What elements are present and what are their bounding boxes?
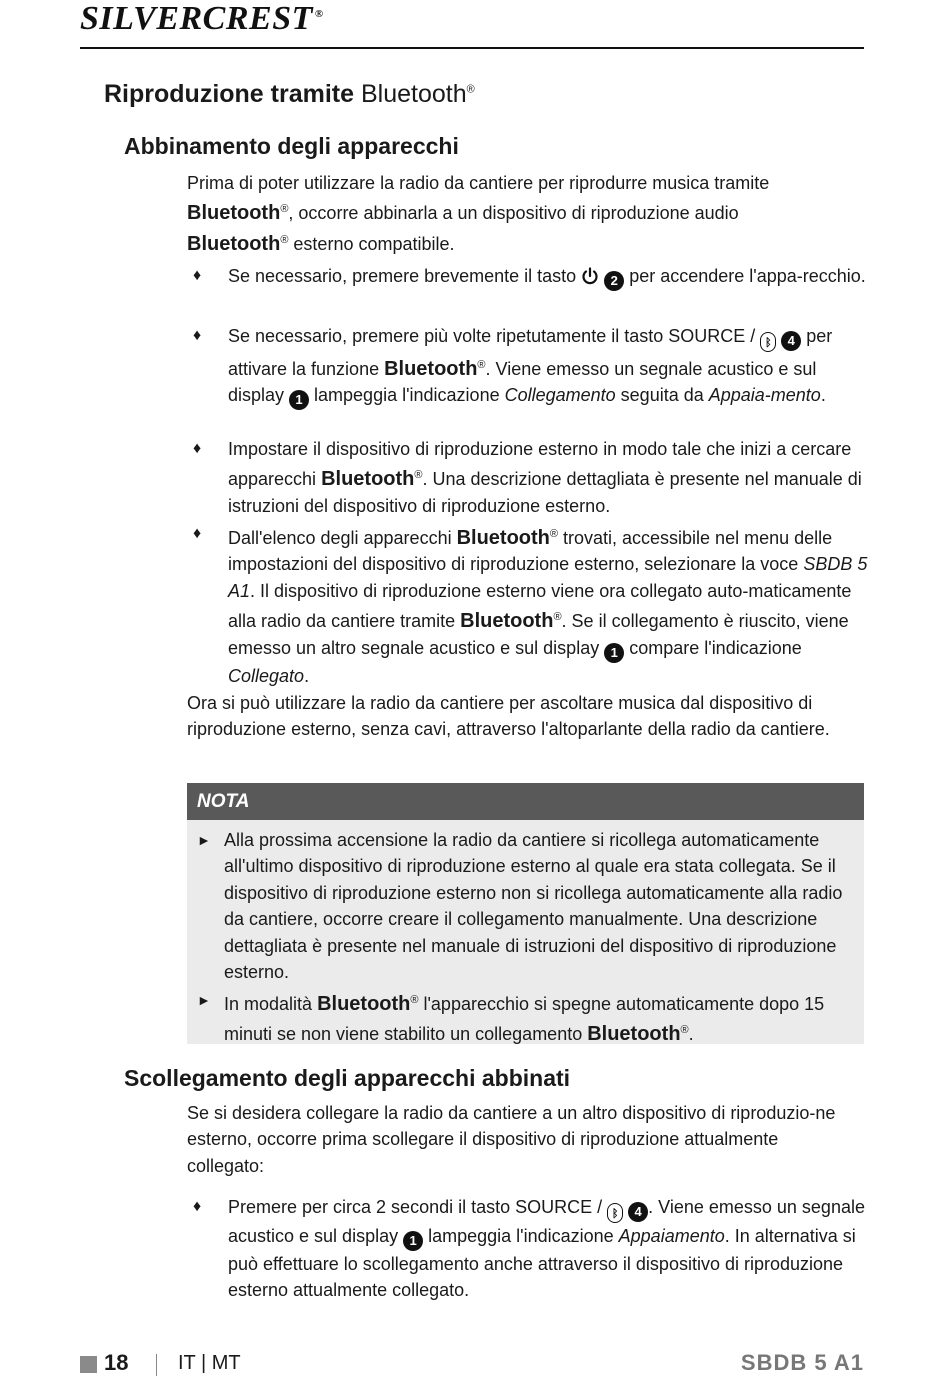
circled-number-icon: 4 <box>628 1202 648 1222</box>
arrow-bullet-icon: ► <box>197 992 211 1008</box>
section-heading-pairing: Abbinamento degli apparecchi <box>124 133 459 159</box>
section2-intro: Se si desidera collegare la radio da cantiere a un altro dispositivo di riproduzio-ne esterno, occorre prima scollegare il dispositivo di riproduzione attualmente collegato: <box>187 1103 836 1176</box>
step-4-text: Dall'elenco degli apparecchi Bluetooth® trovati, accessibile nel menu delle impostazioni del dispositivo di riproduzione esterno, selezionare la voce SBDB 5 A1. Il dispositivo di riproduzione esterno viene ora collegato auto-maticamente alla radio da cantiere tramite Bluetooth®. Se il collegamento è riuscito, viene emesso un altro segnale acustico e sul display 1 compare l'indicazione Collegato. <box>228 527 868 686</box>
circled-number-icon: 4 <box>781 331 801 351</box>
brand-name: SILVERCREST <box>80 0 313 37</box>
step-2-text: Se necessario, premere più volte ripetutamente il tasto SOURCE / ᛒ 4 per attivare la funzione Bluetooth®. Viene emesso un segnale acustico e sul display 1 lampeggia l'indicazione Collegamento seguita da Appaia-mento. <box>228 323 873 410</box>
diamond-bullet-icon: ♦ <box>193 440 202 457</box>
brand-reg-mark: ® <box>314 8 324 20</box>
title-text: Riproduzione tramite <box>104 80 361 108</box>
diamond-bullet-icon: ♦ <box>193 267 202 284</box>
step-1-text: Se necessario, premere brevemente il tasto 2 per accendere l'appa-recchio. <box>228 263 873 291</box>
note-box <box>187 783 864 1044</box>
diamond-bullet-icon: ♦ <box>193 327 202 344</box>
note-item-1-text: Alla prossima accensione la radio da cantiere si ricollega automaticamente all'ultimo dispositivo di riproduzione esterno al quale era stata collegata. Se il dispositivo di riproduzione esterno non si ricollega automaticamente alla radio da cantiere, occorre creare il collegamento manualmente. Una descrizione dettagliata è presente nel manuale di istruzioni del dispositivo di riproduzione esterno. <box>224 830 843 983</box>
section1-outro: Ora si può utilizzare la radio da cantiere per ascoltare musica dal dispositivo di riproduzione esterno, senza cavi, attraverso l'altoparlante della radio da cantiere. <box>187 693 830 740</box>
model-number: SBDB 5 A1 <box>740 1350 864 1375</box>
circled-number-icon: 1 <box>289 390 309 410</box>
title-reg: ® <box>466 83 475 96</box>
footer-square-icon <box>80 1356 97 1373</box>
unpair-step-text: Premere per circa 2 secondi il tasto SOURCE / ᛒ 4 . Viene emesso un segnale acustico e sul display 1 lampeggia l'indicazione Appaiamento. In alternativa si può effettuare lo scollegamento anche attraverso il dispositivo di riproduzione esterno attualmente collegato. <box>228 1197 865 1301</box>
note-label: NOTA <box>187 783 864 820</box>
footer-divider <box>156 1354 157 1376</box>
arrow-bullet-icon: ► <box>197 832 211 848</box>
power-icon <box>581 267 599 285</box>
brand-logo <box>80 0 324 38</box>
section1-intro: Prima di poter utilizzare la radio da cantiere per riprodurre musica tramite Bluetooth®, occorre abbinarla a un dispositivo di riproduzione audio Bluetooth® esterno compatibile. <box>187 173 770 255</box>
page-title <box>104 80 475 109</box>
bluetooth-icon: ᛒ <box>607 1203 623 1223</box>
circled-number-icon: 2 <box>604 271 624 291</box>
page-footer <box>80 1350 864 1380</box>
note-item-2-text: In modalità Bluetooth® l'apparecchio si spegne automaticamente dopo 15 minuti se non viene stabilito un collegamento Bluetooth®. <box>224 993 825 1046</box>
title-bluetooth: Bluetooth <box>360 80 467 108</box>
page-number: 18 <box>104 1350 129 1375</box>
circled-number-icon: 1 <box>403 1231 423 1251</box>
step-3-text: Impostare il dispositivo di riproduzione esterno in modo tale che inizi a cercare apparecchi Bluetooth®. Una descrizione dettagliata è presente nel manuale di istruzioni del dispositivo di riproduzione esterno. <box>228 439 862 516</box>
header-rule <box>80 47 864 49</box>
circled-number-icon: 1 <box>604 643 624 663</box>
diamond-bullet-icon: ♦ <box>193 525 202 542</box>
section-heading-unpairing: Scollegamento degli apparecchi abbinati <box>124 1065 571 1091</box>
diamond-bullet-icon: ♦ <box>193 1198 202 1215</box>
bluetooth-icon: ᛒ <box>760 332 776 352</box>
language-codes: IT | MT <box>178 1352 241 1374</box>
